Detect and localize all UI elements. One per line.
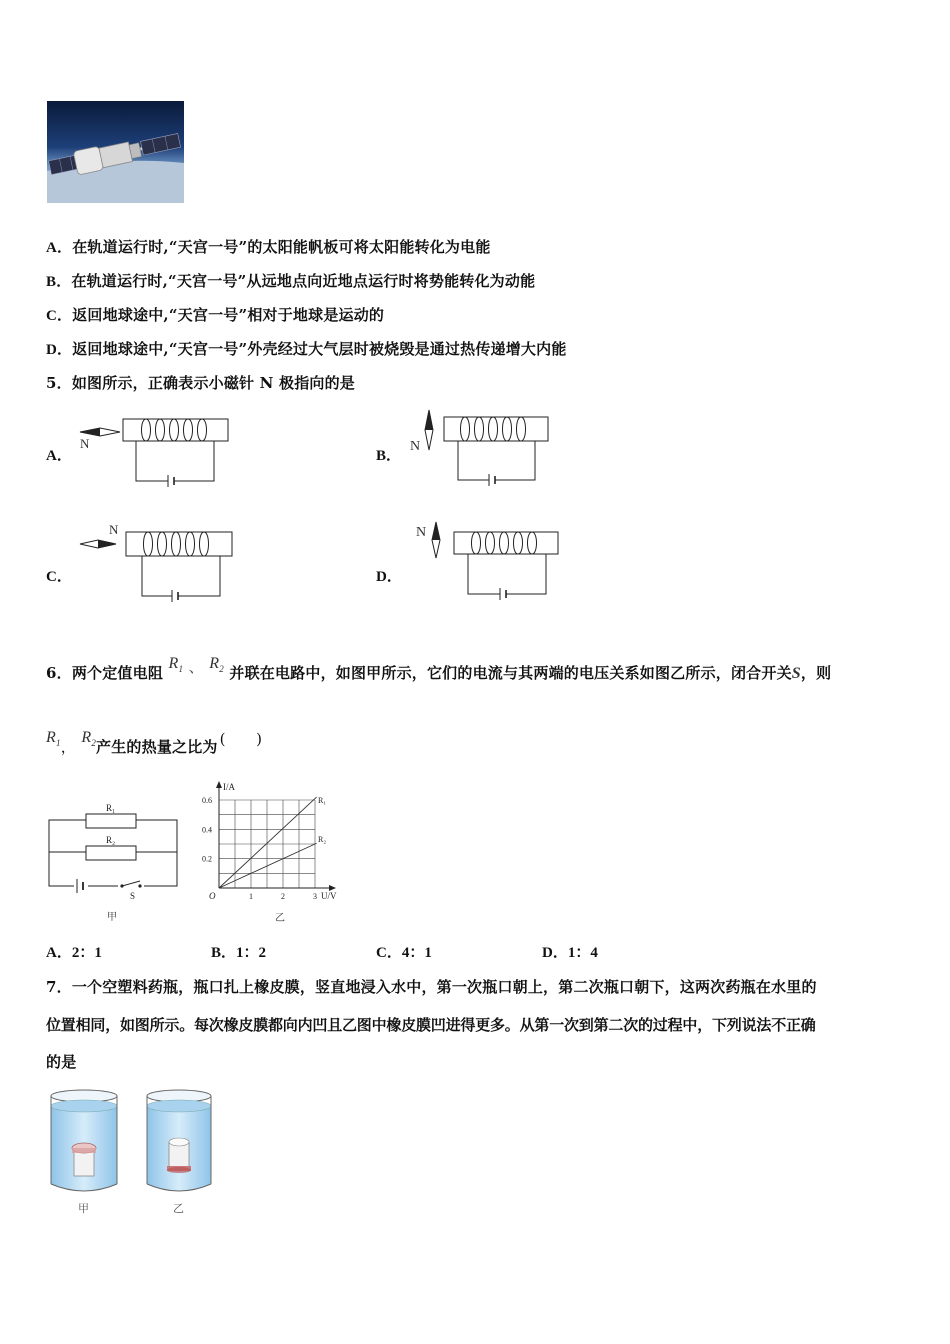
q4-option-c[interactable]: C．返回地球途中,“天宫一号”相对于地球是运动的 (46, 306, 385, 324)
q5-option-d-label[interactable]: D． (376, 569, 402, 585)
q4-option-b[interactable]: B．在轨道运行时,“天宫一号”从远地点向近地点运行时将势能转化为动能 (46, 272, 536, 290)
compass-needle-vertical (425, 410, 433, 450)
n-pole-label: N (410, 439, 421, 454)
q7-beaker-diagram (46, 1086, 222, 1218)
x-tick-label: 3 (313, 892, 317, 901)
y-tick-label: 0.4 (202, 825, 212, 835)
q6-option-b[interactable]: B．1：2 (211, 945, 267, 961)
r1-symbol: $R_1$ (168, 655, 184, 675)
q5-diagram-b (405, 408, 555, 490)
caption-jia: 甲 (78, 1203, 89, 1215)
compass-needle-vertical (432, 522, 440, 558)
q4-option-a[interactable]: A．在轨道运行时,“天宫一号”的太阳能帆板可将太阳能转化为电能 (46, 238, 491, 256)
q5-option-b-label[interactable]: B． (376, 448, 402, 464)
x-tick-label: 1 (249, 892, 253, 901)
r1-symbol: $R_1$ (46, 729, 61, 749)
series-label-r1: R₁ (318, 796, 327, 805)
q6-iu-chart-yi (195, 778, 355, 926)
r2-label: R₂ (106, 835, 116, 845)
n-pole-label: N (416, 525, 427, 540)
r1-label: R₁ (106, 803, 116, 813)
origin-label: O (209, 891, 216, 901)
q7-stem-line1: 7．一个空塑料药瓶，瓶口扎上橡皮膜，竖直地浸入水中，第一次瓶口朝上，第二次瓶口朝下，这两次药瓶在水里的 (46, 978, 817, 996)
series-label-r2: R₂ (318, 835, 327, 844)
n-pole-label: N (109, 522, 119, 537)
q5-diagram-d (412, 518, 562, 604)
caption-yi: 乙 (275, 913, 285, 924)
y-tick-label: 0.2 (202, 854, 212, 864)
q6-option-d[interactable]: D．1：4 (542, 945, 598, 961)
q5-stem: 5．如图所示，正确表示小磁针 N 极指向的是 (46, 374, 355, 392)
q7-stem-line2: 位置相同，如图所示。每次橡皮膜都向内凹且乙图中橡皮膜凹进得更多。从第一次到第二次的过程中，下列说法不正确 (46, 1016, 816, 1034)
beaker-jia (51, 1090, 117, 1191)
series-line-r1 (219, 797, 317, 888)
compass-needle-horizontal (80, 428, 120, 436)
q5-diagram-a (76, 415, 236, 491)
y-tick-label: 0.6 (202, 796, 212, 805)
satellite-photo (47, 101, 184, 203)
x-tick-label: 2 (281, 892, 285, 901)
q5-diagram-c (76, 520, 238, 602)
caption-yi: 乙 (173, 1203, 184, 1215)
beaker-yi (147, 1090, 211, 1191)
q7-stem-line3: 的是 (46, 1053, 77, 1071)
n-pole-label: N (80, 436, 90, 451)
compass-needle-horizontal (80, 540, 116, 548)
q4-option-d[interactable]: D．返回地球途中,“天宫一号”外壳经过大气层时被烧毁是通过热传递增大内能 (46, 340, 567, 358)
y-axis-arrow (216, 781, 222, 788)
q6-stem-line2: $R_1$， $R_2$产生的热量之比为 ( ) (46, 729, 263, 756)
q6-option-c[interactable]: C．4：1 (376, 945, 432, 961)
x-axis-label: U/V (321, 891, 337, 901)
q5-option-c-label[interactable]: C． (46, 569, 72, 585)
q6-option-a[interactable]: A．2：1 (46, 945, 102, 961)
q6-stem-line1: 6．两个定值电阻 $R_1$ 、 $R_2$ 并联在电路中，如图甲所示，它们的电流与其两端的电压关系如图乙所示，闭合开关S，则 (46, 655, 832, 682)
caption-jia: 甲 (107, 912, 117, 923)
r2-symbol: $R_2$ (209, 655, 224, 675)
q6-circuit-diagram-jia (46, 796, 182, 926)
y-axis-label: I/A (223, 782, 235, 792)
q5-option-a-label[interactable]: A． (46, 448, 72, 464)
r2-symbol: $R_2$ (81, 729, 97, 749)
switch-label: S (130, 891, 136, 901)
series-line-r2 (219, 843, 317, 888)
